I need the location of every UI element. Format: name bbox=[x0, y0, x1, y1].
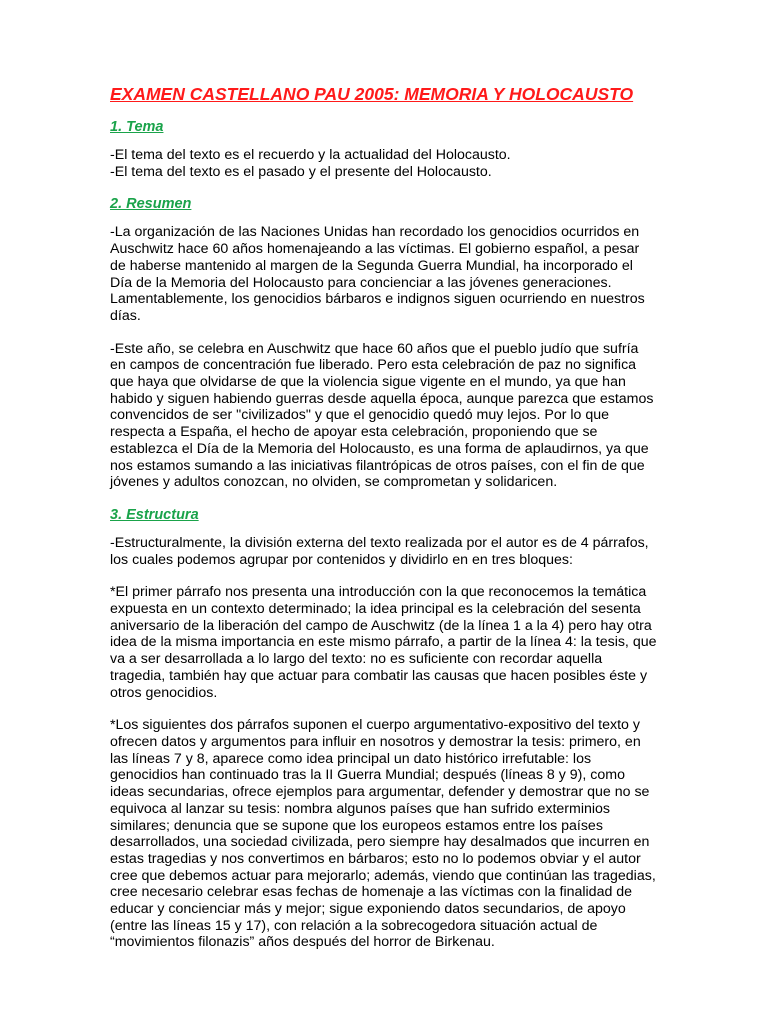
section-heading-estructura: 3. Estructura bbox=[110, 506, 199, 523]
section-heading-resumen: 2. Resumen bbox=[110, 196, 192, 213]
estructura-paragraph: *El primer párrafo nos presenta una introducción con la que reconocemos la temática expuesta en un contexto determinado; la idea principal es la celebración del sesenta aniversario de la liberación del campo de Auschwitz (de la línea 1 a la 4) pero hay otra idea de la misma importancia en este mismo párrafo, a partir de la línea 4: la tesis, que va a ser desarrollada a lo largo del texto: no es suficiente con recordar aquella tragedia, también hay que actuar para combatir las causas que hacen posibles éste y otros genocidios. bbox=[110, 584, 657, 701]
estructura-paragraph: -Estructuralmente, la división externa del texto realizada por el autor es de 4 párrafos, los cuales podemos agrupar por contenidos y dividirlo en en tres bloques: bbox=[110, 534, 649, 568]
document-title: EXAMEN CASTELLANO PAU 2005: MEMORIA Y HOLOCAUSTO bbox=[110, 84, 634, 104]
estructura-paragraph: *Los siguientes dos párrafos suponen el cuerpo argumentativo-expositivo del texto y ofrecen datos y argumentos para influir en nosotros y demostrar la tesis: primero, en las líneas 7 y 8, aparece como idea principal un dato histórico irrefutable: los genocidios han continuado tras la II Guerra Mundial; después (líneas 8 y 9), como ideas secundarias, ofrece ejemplos para argumentar, defender y demostrar que no se equivoca al lanzar su tesis: nombra algunos países que han sufrido exterminios similares; denuncia que se supone que los europeos estamos entre los países desarrollados, una sociedad civilizada, pero siempre hay desalmados que incurren en estas tragedias y nos convertimos en bárbaros; esto no lo podemos obviar y el autor cree que debemos actuar para mejorarlo; además, viendo que continúan las tragedias, cree necesario celebrar esas fechas de homenaje a las víctimas con la finalidad de educar y concienciar más y mejor; sigue exponiendo datos secundarios, de apoyo (entre las líneas 15 y 17), con relación a la sobrecogedora situación actual de “movimientos filonazis” años después del horror de Birkenau. bbox=[110, 717, 656, 951]
resumen-paragraph: -La organización de las Naciones Unidas han recordado los genocidios ocurridos en Auschwitz hace 60 años homenajeando a las víctimas. El gobierno español, a pesar de haberse mantenido al margen de la Segunda Guerra Mundial, ha incorporado el Día de la Memoria del Holocausto para concienciar a las jóvenes generaciones. Lamentablemente, los genocidios bárbaros e indignos siguen ocurriendo en nuestros días. bbox=[110, 224, 645, 324]
tema-block bbox=[110, 147, 658, 180]
resumen-paragraph: -Este año, se celebra en Auschwitz que hace 60 años que el pueblo judío que sufría en campos de concentración fue liberado. Pero esta celebración de paz no significa que haya que olvidarse de que la violencia sigue vigente en el mundo, ya que han habido y siguen habiendo guerras desde aquella época, aunque parezca que estamos convencidos de ser "civilizados" y que el genocidio quedó muy lejos. Por lo que respecta a España, el hecho de apoyar esta celebración, proponiendo que se establezca el Día de la Memoria del Holocausto, es una forma de aplaudirnos, ya que nos estamos sumando a las iniciativas filantrópicas de otros países, con el fin de que jóvenes y adultos conozcan, no olviden, se comprometan y solidaricen. bbox=[110, 340, 654, 491]
section-heading-tema: 1. Tema bbox=[110, 119, 164, 135]
tema-line: -El tema del texto es el recuerdo y la actualidad del Holocausto. bbox=[110, 147, 511, 163]
tema-line: -El tema del texto es el pasado y el presente del Holocausto. bbox=[110, 163, 492, 180]
